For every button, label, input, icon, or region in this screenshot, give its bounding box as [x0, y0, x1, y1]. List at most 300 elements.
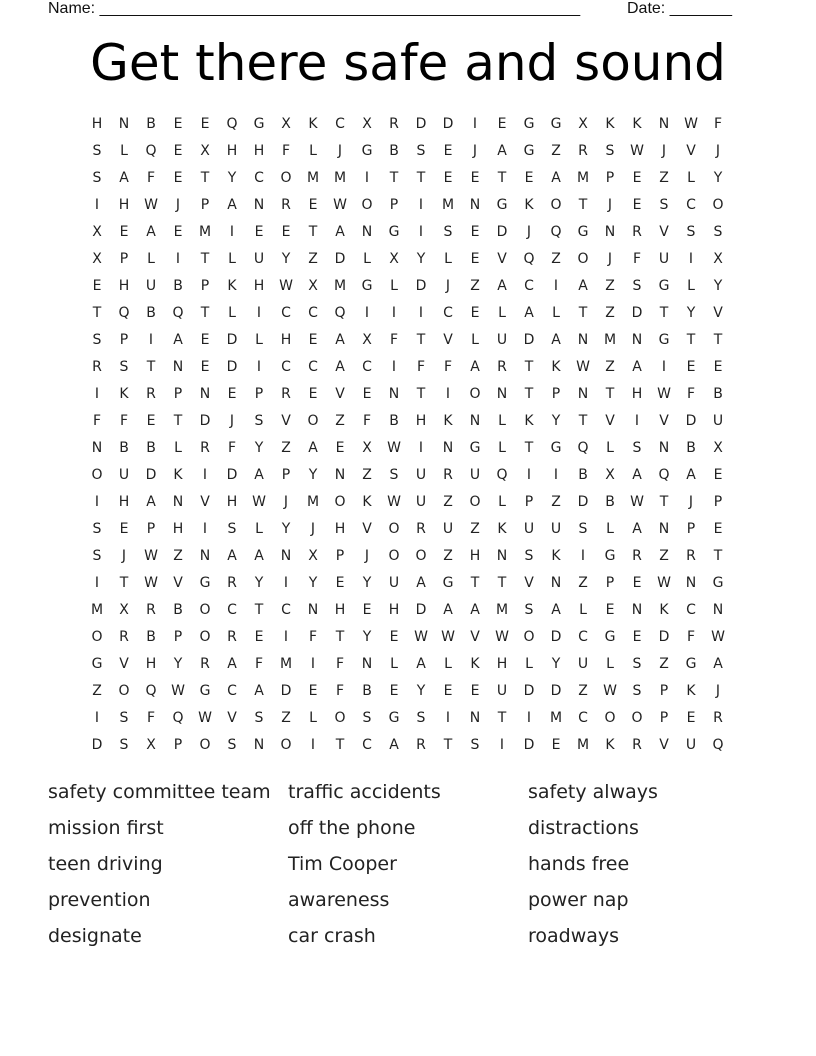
grid-cell: Q — [712, 737, 724, 753]
word-list-item: designate — [48, 925, 142, 947]
grid-cell: I — [310, 737, 316, 753]
grid-cell: B — [146, 629, 156, 645]
grid-cell: A — [578, 278, 588, 294]
grid-cell: H — [145, 656, 157, 672]
grid-cell: X — [119, 602, 129, 618]
grid-cell: W — [171, 683, 185, 699]
grid-row — [84, 357, 732, 377]
name-field[interactable]: Name: ______________________________________________________ — [48, 0, 581, 17]
grid-cell: O — [469, 386, 481, 402]
grid-cell: R — [200, 656, 210, 672]
grid-cell: L — [174, 440, 182, 456]
grid-cell: I — [553, 278, 559, 294]
grid-cell: P — [605, 575, 615, 591]
grid-cell: Z — [281, 710, 291, 726]
grid-cell: X — [605, 467, 615, 483]
grid-cell: L — [687, 170, 695, 186]
grid-cell: O — [280, 170, 292, 186]
grid-cell: O — [604, 710, 616, 726]
grid-cell: J — [715, 143, 721, 159]
grid-cell: R — [713, 710, 723, 726]
grid-cell: R — [146, 602, 156, 618]
grid-cell: U — [388, 575, 400, 591]
grid-row — [84, 222, 732, 242]
grid-cell: I — [256, 305, 262, 321]
grid-cell: F — [146, 170, 156, 186]
grid-cell: U — [496, 683, 508, 699]
grid-cell: H — [118, 494, 130, 510]
grid-cell: Y — [308, 467, 318, 483]
grid-cell: T — [578, 305, 588, 321]
grid-cell: G — [523, 116, 535, 132]
grid-cell: L — [606, 440, 614, 456]
grid-cell: W — [333, 197, 347, 213]
grid-cell: Z — [308, 251, 318, 267]
grid-cell: S — [605, 143, 615, 159]
grid-cell: E — [632, 629, 642, 645]
grid-cell: S — [524, 602, 534, 618]
grid-cell: K — [524, 413, 534, 429]
grid-cell: D — [226, 359, 238, 375]
grid-cell: E — [281, 224, 291, 240]
grid-cell: M — [279, 656, 293, 672]
grid-cell: Z — [443, 494, 453, 510]
word-list-item: power nap — [528, 889, 629, 911]
grid-cell: K — [497, 521, 507, 537]
grid-cell: A — [443, 602, 453, 618]
grid-cell: G — [496, 197, 508, 213]
grid-cell: I — [202, 521, 208, 537]
grid-cell: P — [173, 629, 183, 645]
grid-cell: Q — [145, 143, 157, 159]
grid-cell: E — [470, 305, 480, 321]
grid-cell: T — [497, 710, 507, 726]
grid-cell: S — [659, 197, 669, 213]
grid-cell: B — [362, 683, 372, 699]
grid-cell: M — [495, 602, 509, 618]
grid-cell: K — [605, 737, 615, 753]
grid-cell: O — [91, 467, 103, 483]
grid-cell: X — [362, 332, 372, 348]
grid-cell: E — [335, 575, 345, 591]
grid-cell: W — [711, 629, 725, 645]
grid-cell: K — [173, 467, 183, 483]
grid-cell: E — [686, 710, 696, 726]
grid-cell: S — [92, 332, 102, 348]
grid-cell: D — [523, 683, 535, 699]
grid-row — [84, 276, 732, 296]
grid-cell: E — [713, 359, 723, 375]
grid-cell: R — [416, 737, 426, 753]
grid-cell: K — [470, 656, 480, 672]
grid-cell: F — [92, 413, 102, 429]
grid-cell: F — [713, 116, 723, 132]
grid-cell: G — [604, 548, 616, 564]
grid-cell: U — [496, 332, 508, 348]
grid-cell: B — [146, 116, 156, 132]
grid-cell: Y — [551, 413, 561, 429]
grid-cell: A — [146, 224, 156, 240]
grid-cell: Y — [281, 251, 291, 267]
grid-cell: A — [227, 656, 237, 672]
grid-cell: Y — [713, 170, 723, 186]
grid-cell: E — [173, 170, 183, 186]
grid-cell: O — [631, 710, 643, 726]
grid-cell: A — [254, 548, 264, 564]
grid-cell: H — [334, 602, 346, 618]
grid-cell: K — [443, 413, 453, 429]
grid-cell: N — [577, 332, 589, 348]
grid-cell: R — [632, 548, 642, 564]
grid-cell: E — [389, 683, 399, 699]
grid-cell: N — [334, 467, 346, 483]
grid-cell: H — [253, 143, 265, 159]
grid-cell: E — [470, 251, 480, 267]
grid-cell: S — [92, 143, 102, 159]
grid-cell: J — [607, 197, 613, 213]
word-list-item: teen driving — [48, 853, 163, 875]
grid-row — [84, 654, 732, 674]
grid-cell: E — [335, 440, 345, 456]
grid-cell: S — [416, 143, 426, 159]
grid-cell: W — [387, 440, 401, 456]
grid-cell: A — [335, 224, 345, 240]
grid-cell: J — [472, 143, 478, 159]
grid-cell: U — [523, 521, 535, 537]
grid-cell: R — [497, 359, 507, 375]
grid-cell: W — [684, 116, 698, 132]
grid-cell: N — [307, 602, 319, 618]
grid-cell: E — [632, 197, 642, 213]
grid-cell: S — [254, 413, 264, 429]
grid-cell: G — [658, 332, 670, 348]
grid-cell: Y — [362, 629, 372, 645]
grid-row — [84, 195, 732, 215]
grid-cell: T — [686, 332, 696, 348]
grid-cell: N — [172, 494, 184, 510]
grid-cell: U — [415, 494, 427, 510]
grid-cell: V — [470, 629, 480, 645]
grid-cell: D — [415, 278, 427, 294]
grid-cell: D — [145, 467, 157, 483]
grid-cell: I — [256, 359, 262, 375]
grid-cell: A — [416, 575, 426, 591]
grid-cell: C — [686, 197, 696, 213]
grid-cell: D — [226, 467, 238, 483]
grid-cell: S — [470, 737, 480, 753]
grid-cell: N — [118, 116, 130, 132]
grid-cell: Y — [254, 440, 264, 456]
grid-cell: I — [634, 413, 640, 429]
grid-cell: D — [442, 116, 454, 132]
grid-cell: Z — [173, 548, 183, 564]
grid-cell: H — [226, 143, 238, 159]
grid-cell: I — [688, 251, 694, 267]
grid-cell: V — [605, 413, 615, 429]
grid-cell: D — [685, 413, 697, 429]
grid-cell: S — [119, 359, 129, 375]
grid-cell: L — [444, 251, 452, 267]
grid-cell: I — [391, 305, 397, 321]
grid-cell: V — [686, 143, 696, 159]
grid-cell: I — [526, 710, 532, 726]
grid-cell: B — [389, 143, 399, 159]
grid-cell: A — [497, 278, 507, 294]
grid-cell: S — [443, 224, 453, 240]
grid-cell: W — [657, 386, 671, 402]
grid-cell: D — [550, 629, 562, 645]
grid-cell: E — [551, 737, 561, 753]
grid-cell: D — [523, 737, 535, 753]
grid-cell: W — [603, 683, 617, 699]
grid-cell: J — [661, 143, 667, 159]
grid-cell: L — [390, 656, 398, 672]
grid-cell: T — [416, 170, 426, 186]
grid-cell: M — [90, 602, 104, 618]
grid-cell: E — [119, 521, 129, 537]
grid-cell: N — [253, 737, 265, 753]
grid-cell: R — [281, 386, 291, 402]
grid-cell: T — [200, 305, 210, 321]
grid-cell: F — [416, 359, 426, 375]
grid-cell: T — [119, 575, 129, 591]
grid-cell: T — [389, 170, 399, 186]
grid-cell: L — [255, 521, 263, 537]
grid-cell: F — [443, 359, 453, 375]
grid-cell: C — [524, 278, 534, 294]
grid-cell: J — [688, 494, 694, 510]
grid-cell: Y — [416, 683, 426, 699]
grid-cell: H — [226, 494, 238, 510]
grid-row — [84, 546, 732, 566]
grid-row — [84, 519, 732, 539]
grid-cell: R — [92, 359, 102, 375]
grid-cell: P — [659, 683, 669, 699]
grid-cell: D — [91, 737, 103, 753]
grid-cell: L — [498, 305, 506, 321]
grid-cell: D — [550, 683, 562, 699]
grid-cell: T — [524, 386, 534, 402]
grid-cell: R — [578, 143, 588, 159]
grid-cell: E — [173, 143, 183, 159]
grid-cell: G — [577, 224, 589, 240]
grid-cell: M — [306, 494, 320, 510]
grid-cell: F — [335, 683, 345, 699]
grid-cell: L — [498, 440, 506, 456]
grid-cell: U — [442, 521, 454, 537]
grid-cell: A — [632, 359, 642, 375]
grid-cell: Z — [605, 278, 615, 294]
grid-cell: E — [443, 170, 453, 186]
grid-cell: X — [308, 278, 318, 294]
grid-cell: U — [118, 467, 130, 483]
grid-cell: E — [119, 224, 129, 240]
grid-cell: K — [308, 116, 318, 132]
grid-cell: H — [253, 278, 265, 294]
grid-cell: T — [335, 737, 345, 753]
grid-cell: E — [362, 602, 372, 618]
grid-cell: N — [469, 710, 481, 726]
grid-cell: L — [606, 521, 614, 537]
grid-cell: G — [199, 575, 211, 591]
grid-cell: I — [283, 575, 289, 591]
grid-cell: C — [227, 683, 237, 699]
grid-cell: L — [255, 332, 263, 348]
grid-cell: G — [361, 143, 373, 159]
grid-row — [84, 411, 732, 431]
grid-cell: W — [441, 629, 455, 645]
grid-cell: S — [362, 710, 372, 726]
grid-cell: H — [280, 332, 292, 348]
grid-cell: L — [228, 251, 236, 267]
grid-cell: Q — [658, 467, 670, 483]
grid-cell: C — [362, 359, 372, 375]
grid-cell: T — [146, 359, 156, 375]
grid-row — [84, 384, 732, 404]
grid-cell: J — [526, 224, 532, 240]
grid-cell: R — [632, 224, 642, 240]
grid-cell: U — [658, 251, 670, 267]
grid-cell: V — [200, 494, 210, 510]
grid-cell: E — [308, 332, 318, 348]
grid-cell: G — [91, 656, 103, 672]
grid-cell: D — [496, 224, 508, 240]
grid-cell: E — [200, 116, 210, 132]
grid-cell: A — [335, 359, 345, 375]
grid-cell: I — [391, 359, 397, 375]
grid-cell: E — [146, 413, 156, 429]
grid-cell: L — [606, 656, 614, 672]
word-list-item: safety committee team — [48, 781, 271, 803]
grid-cell: V — [659, 224, 669, 240]
grid-cell: O — [91, 629, 103, 645]
grid-cell: E — [308, 386, 318, 402]
grid-cell: X — [146, 737, 156, 753]
grid-cell: I — [418, 440, 424, 456]
grid-cell: W — [144, 575, 158, 591]
grid-cell: S — [686, 224, 696, 240]
page-title: Get there safe and sound — [90, 34, 726, 92]
grid-cell: L — [498, 494, 506, 510]
grid-cell: E — [200, 359, 210, 375]
grid-cell: N — [631, 602, 643, 618]
grid-cell: E — [308, 683, 318, 699]
grid-cell: H — [496, 656, 508, 672]
grid-cell: O — [307, 413, 319, 429]
grid-cell: R — [389, 116, 399, 132]
grid-cell: W — [144, 548, 158, 564]
grid-cell: T — [200, 251, 210, 267]
grid-cell: O — [388, 548, 400, 564]
grid-cell: O — [550, 197, 562, 213]
grid-cell: I — [553, 467, 559, 483]
grid-cell: N — [496, 548, 508, 564]
grid-cell: G — [388, 710, 400, 726]
grid-row — [84, 492, 732, 512]
grid-cell: V — [524, 575, 534, 591]
grid-cell: A — [497, 143, 507, 159]
grid-cell: U — [145, 278, 157, 294]
grid-cell: J — [337, 143, 343, 159]
grid-cell: L — [390, 278, 398, 294]
grid-cell: T — [416, 386, 426, 402]
grid-cell: T — [497, 575, 507, 591]
grid-cell: G — [199, 683, 211, 699]
grid-cell: E — [227, 386, 237, 402]
grid-cell: N — [685, 575, 697, 591]
grid-cell: S — [119, 710, 129, 726]
grid-cell: U — [577, 656, 589, 672]
grid-cell: G — [442, 575, 454, 591]
grid-cell: J — [310, 521, 316, 537]
grid-cell: N — [361, 656, 373, 672]
grid-cell: Z — [281, 440, 291, 456]
grid-cell: I — [418, 224, 424, 240]
grid-cell: X — [92, 251, 102, 267]
grid-cell: D — [280, 683, 292, 699]
grid-cell: H — [469, 548, 481, 564]
grid-cell: A — [254, 683, 264, 699]
grid-cell: T — [173, 413, 183, 429]
grid-cell: A — [470, 359, 480, 375]
grid-cell: G — [361, 278, 373, 294]
grid-cell: E — [605, 602, 615, 618]
grid-cell: P — [713, 494, 723, 510]
grid-cell: H — [118, 197, 130, 213]
grid-cell: G — [712, 575, 724, 591]
grid-cell: P — [119, 251, 129, 267]
word-list-item: roadways — [528, 925, 620, 947]
grid-cell: J — [445, 278, 451, 294]
grid-cell: S — [524, 548, 534, 564]
grid-row — [84, 330, 732, 350]
grid-cell: K — [524, 197, 534, 213]
grid-cell: E — [443, 143, 453, 159]
grid-row — [84, 114, 732, 134]
date-field[interactable]: Date: _______ — [627, 0, 732, 17]
grid-cell: C — [281, 359, 291, 375]
grid-cell: Z — [551, 494, 561, 510]
grid-cell: Y — [281, 521, 291, 537]
grid-cell: P — [200, 278, 210, 294]
grid-cell: J — [121, 548, 127, 564]
grid-cell: O — [577, 251, 589, 267]
word-list-item: hands free — [528, 853, 630, 875]
grid-cell: F — [389, 332, 399, 348]
grid-cell: C — [443, 305, 453, 321]
grid-cell: F — [254, 656, 264, 672]
grid-cell: F — [146, 710, 156, 726]
grid-cell: K — [551, 359, 561, 375]
grid-cell: Q — [118, 305, 130, 321]
grid-cell: S — [632, 683, 642, 699]
grid-cell: L — [444, 656, 452, 672]
grid-cell: A — [524, 305, 534, 321]
grid-cell: Y — [362, 575, 372, 591]
grid-cell: A — [686, 467, 696, 483]
grid-cell: S — [92, 521, 102, 537]
grid-cell: D — [415, 116, 427, 132]
grid-cell: V — [443, 332, 453, 348]
grid-cell: N — [91, 440, 103, 456]
header-row — [48, 0, 748, 22]
grid-cell: Y — [308, 575, 318, 591]
grid-cell: U — [415, 467, 427, 483]
grid-cell: Q — [145, 683, 157, 699]
grid-cell: G — [685, 656, 697, 672]
grid-cell: C — [281, 305, 291, 321]
grid-cell: E — [497, 116, 507, 132]
